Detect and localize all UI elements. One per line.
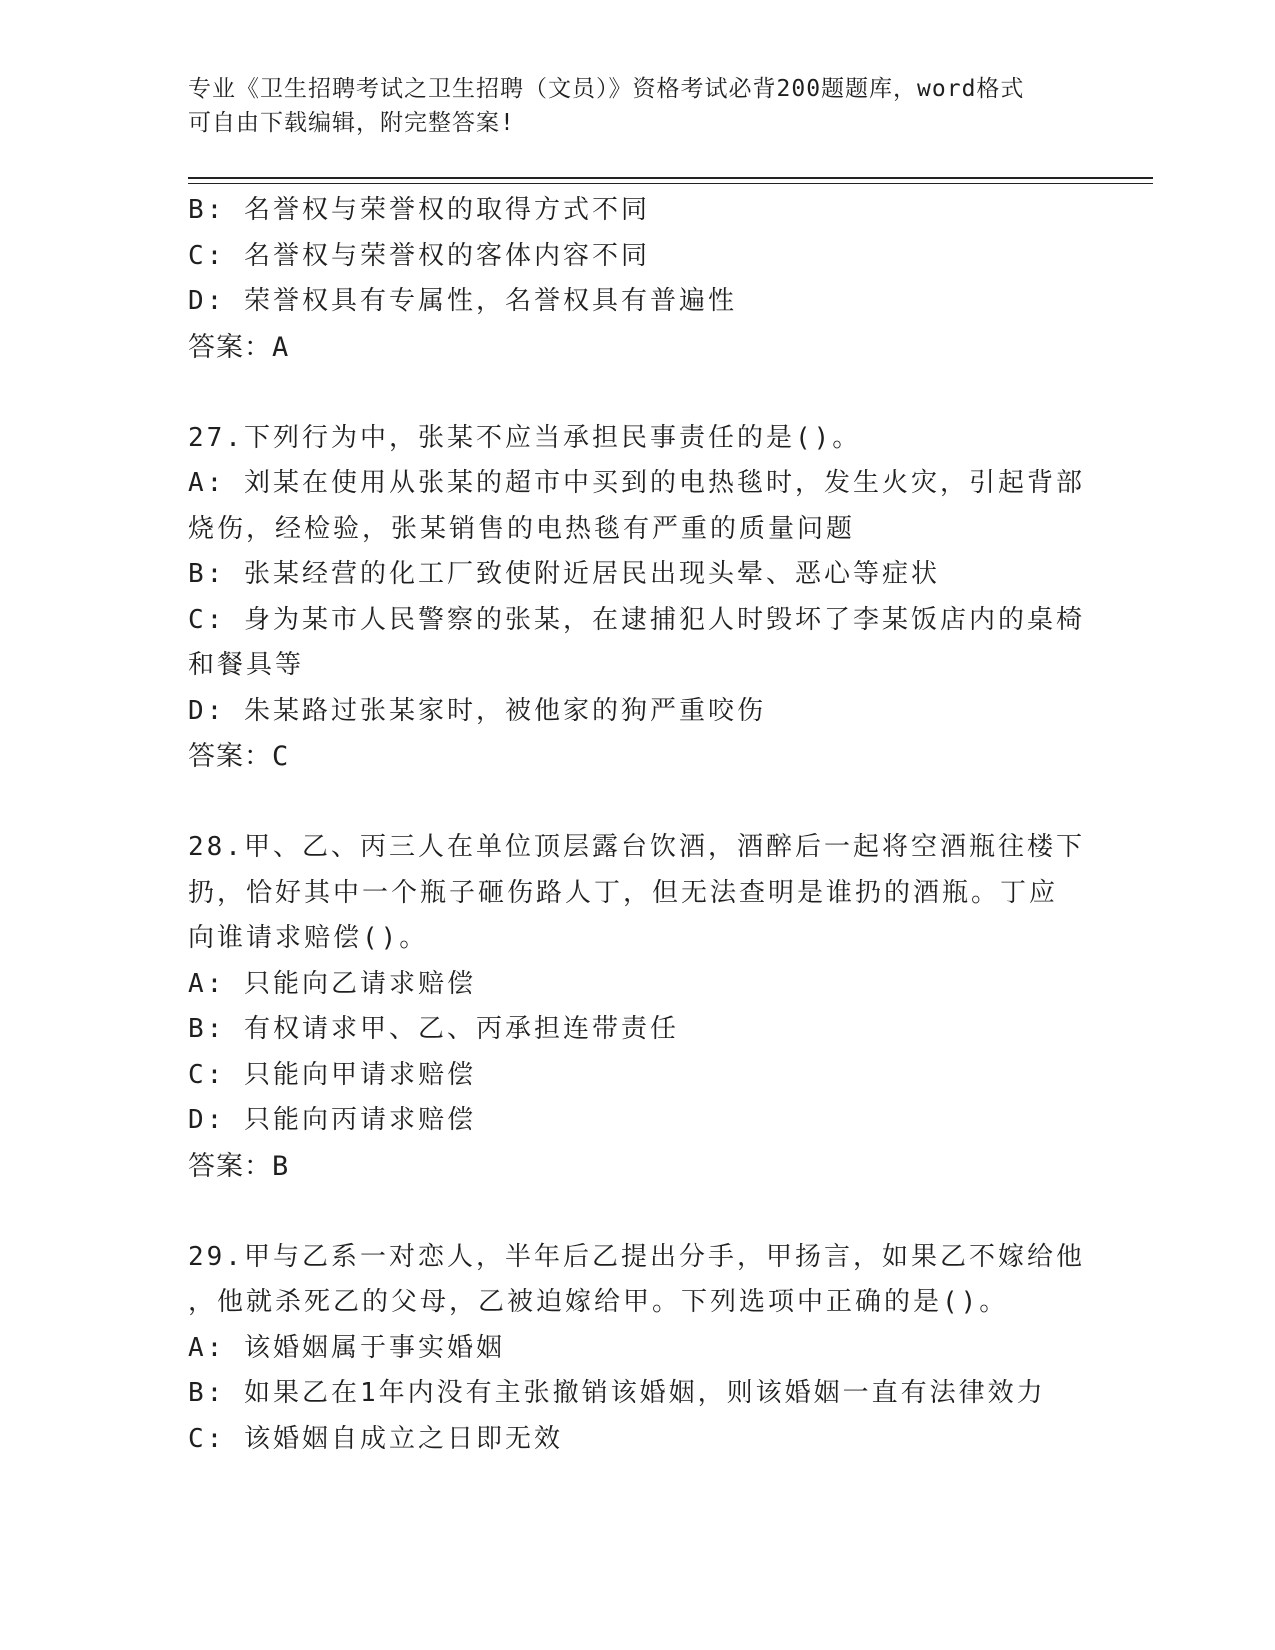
- question-stem-continued: 扔，恰好其中一个瓶子砸伤路人丁，但无法查明是谁扔的酒瓶。丁应: [188, 877, 1059, 908]
- option-d: D: 朱某路过张某家时，被他家的狗严重咬伤: [188, 695, 766, 726]
- answer-line: 答案：C: [188, 741, 290, 772]
- option-b: B: 张某经营的化工厂致使附近居民出现头晕、恶心等症状: [188, 559, 940, 589]
- option-c: C: 该婚姻自成立之日即无效: [188, 1423, 563, 1454]
- option-a: A: 只能向乙请求赔偿: [188, 968, 476, 999]
- header-divider-thick: [188, 177, 1153, 179]
- question-stem-continued: 向谁请求赔偿()。: [188, 923, 429, 953]
- option-b: B: 有权请求甲、乙、丙承担连带责任: [188, 1014, 679, 1044]
- option-a: A: 刘某在使用从张某的超市中买到的电热毯时，发生火灾，引起背部: [188, 468, 1085, 498]
- option-a: A: 该婚姻属于事实婚姻: [188, 1332, 505, 1363]
- answer-line: 答案：B: [188, 1150, 290, 1182]
- spacer: [188, 1189, 1088, 1235]
- question-stem: 28.甲、乙、丙三人在单位顶层露台饮酒，酒醉后一起将空酒瓶往楼下: [188, 832, 1085, 862]
- question-27: [188, 416, 1088, 780]
- document-header: [188, 72, 1088, 140]
- option-c-continued: 和餐具等: [188, 650, 305, 680]
- header-divider-thin: [188, 183, 1153, 184]
- option-c: C: 只能向甲请求赔偿: [188, 1059, 476, 1090]
- answer-line: 答案：A: [188, 331, 290, 363]
- question-stem: 29.甲与乙系一对恋人，半年后乙提出分手，甲扬言，如果乙不嫁给他: [188, 1241, 1085, 1272]
- header-title-line-1: 专业《卫生招聘考试之卫生招聘（文员）》资格考试必背200题题库，word格式: [188, 76, 1025, 102]
- header-title-line-2: 可自由下载编辑，附完整答案!: [188, 110, 515, 136]
- question-stem: 27.下列行为中，张某不应当承担民事责任的是()。: [188, 422, 862, 453]
- spacer: [188, 370, 1088, 416]
- question-content: [188, 188, 1088, 1462]
- question-29: [188, 1235, 1088, 1463]
- spacer: [188, 780, 1088, 826]
- option-b: B: 如果乙在1年内没有主张撤销该婚姻，则该婚姻一直有法律效力: [188, 1378, 1046, 1408]
- option-c: C: 名誉权与荣誉权的客体内容不同: [188, 240, 650, 271]
- option-a-continued: 烧伤，经检验，张某销售的电热毯有严重的质量问题: [188, 513, 856, 544]
- option-d: D: 只能向丙请求赔偿: [188, 1105, 476, 1135]
- option-d: D: 荣誉权具有专属性，名誉权具有普遍性: [188, 286, 737, 316]
- question-28: [188, 825, 1088, 1189]
- option-c: C: 身为某市人民警察的张某，在逮捕犯人时毁坏了李某饭店内的桌椅: [188, 604, 1085, 635]
- option-b: B: 名誉权与荣誉权的取得方式不同: [188, 195, 650, 225]
- question-stem-continued: ，他就杀死乙的父母，乙被迫嫁给甲。下列选项中正确的是()。: [188, 1287, 1009, 1317]
- question-26-tail: [188, 188, 1088, 370]
